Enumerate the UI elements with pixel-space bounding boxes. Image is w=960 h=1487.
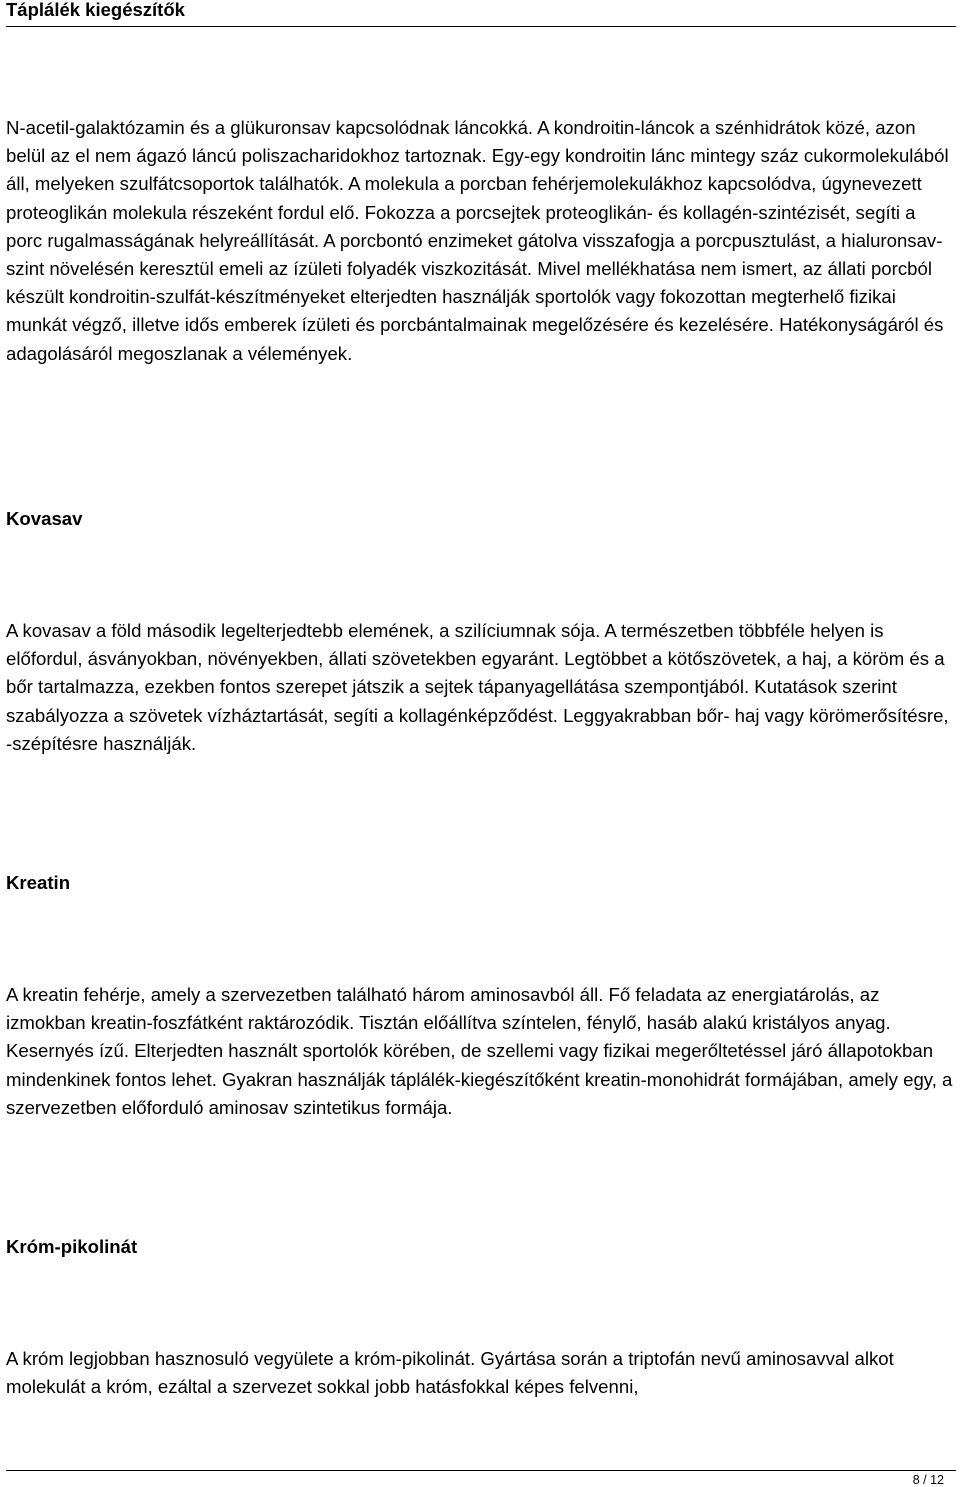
paragraph-kreatin: A kreatin fehérje, amely a szervezetben található három aminosavból áll. Fő feladata az energiatárolás, az izmokban kreatin-foszfátként raktározódik. Tisztán előállítva színtelen, fénylő, hasáb alakú kristályos anyag. Kesernyés ízű. Elterjedten használt sportolók körében, de szellemi vagy fizikai megerőltetéssel járó állapotokban mindenkinek fontos lehet. Gyakran használják táplálék-kiegészítőként kreatin-monohidrát formájában, amely egy, a szervezetben előforduló aminosav szintetikus formája. <box>6 984 953 1118</box>
page-number: 8 / 12 <box>912 1473 944 1487</box>
section-heading-kovasav: Kovasav <box>6 508 83 529</box>
footer-divider <box>6 1470 956 1471</box>
paragraph-kovasav: A kovasav a föld második legelterjedtebb elemének, a szilíciumnak sója. A természetben többféle helyen is előfordul, ásványokban, növényekben, állati szövetekben egyaránt. Legtöbbet a kötőszövetek, a haj, a köröm és a bőr tartalmazza, ezekben fontos szerepet játszik a sejtek tápanyagellátása szempontjából. Kutatások szerint szabályozza a szövetek vízháztartását, segíti a kollagénképződést. Leggyakrabban bőr- haj vagy körömerősítésre, -szépítésre használják. <box>6 620 949 754</box>
section-heading-kreatin: Kreatin <box>6 872 71 893</box>
document-title: Táplálék kiegészítők <box>6 0 185 20</box>
paragraph-krom-pikolinat: A króm legjobban hasznosuló vegyülete a króm-pikolinát. Gyártása során a triptofán nevű aminosavval alkot molekulát a króm, ezáltal a szervezet sokkal jobb hatásfokkal képes felvenni, <box>6 1348 894 1398</box>
section-heading-krom-pikolinat: Króm-pikolinát <box>6 1236 138 1257</box>
page-header <box>6 0 956 27</box>
paragraph-kondroitin: N-acetil-galaktózamin és a glükuronsav kapcsolódnak láncokká. A kondroitin-láncok a szénhidrátok közé, azon belül az el nem ágazó láncú poliszacharidokhoz tartoznak. Egy-egy kondroitin lánc mintegy száz cukormolekulából áll, melyeken szulfátcsoportok találhatók. A molekula a porcban fehérjemolekulákhoz kapcsolódva, úgynevezett proteoglikán molekula részeként fordul elő. Fokozza a porcsejtek proteoglikán- és kollagén-szintézisét, segíti a porc rugalmasságának helyreállítását. A porcbontó enzimeket gátolva visszafogja a porcpusztulást, a hialuronsav-szint növelésén keresztül emeli az ízületi folyadék viszkozitását. Mivel mellékhatása nem ismert, az állati porcból készült kondroitin-szulfát-készítményeket elterjedten használják sportolók vagy fokozottan megterhelő fizikai munkát végző, illetve idős emberek ízületi és porcbántalmainak megelőzésére és kezelésére. Hatékonyságáról és adagolásáról megoszlanak a vélemények. <box>6 117 949 364</box>
